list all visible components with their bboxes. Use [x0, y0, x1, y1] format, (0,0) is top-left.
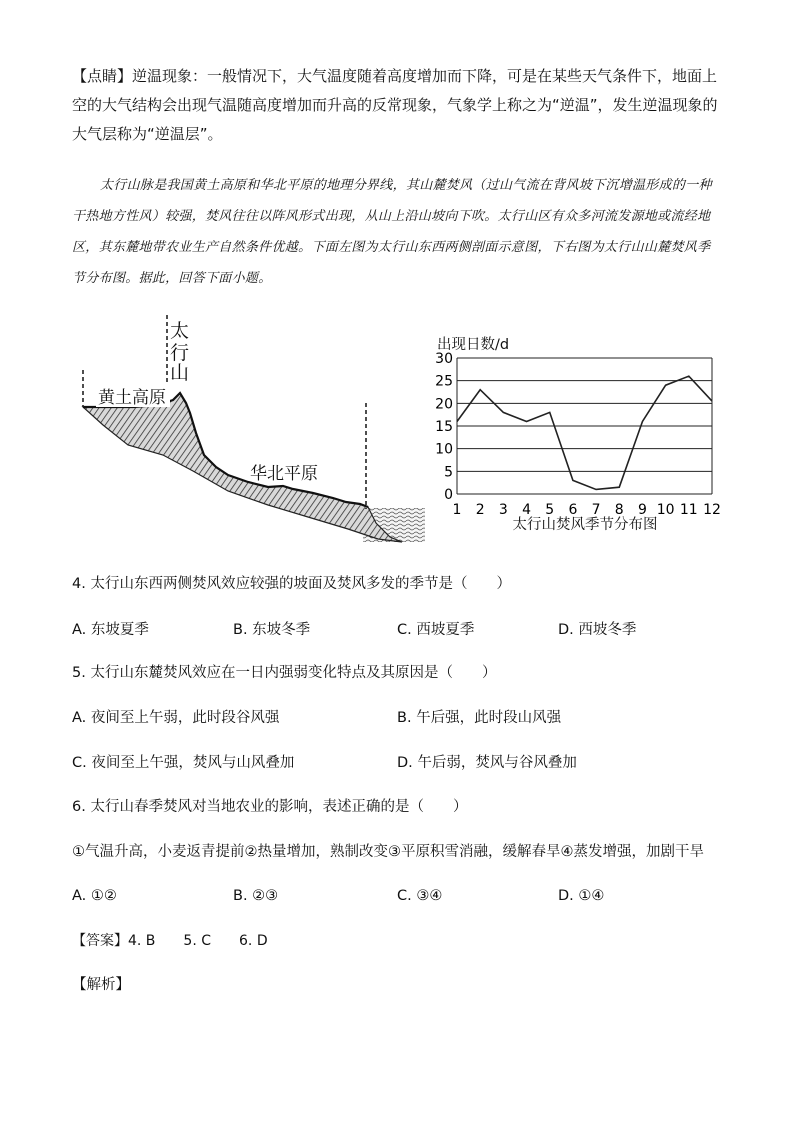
q4-option-c[interactable]: C. 西坡夏季 — [397, 622, 475, 638]
question-6-stem: 6. 太行山春季焚风对当地农业的影响，表述正确的是（ ） — [72, 799, 468, 815]
analysis-label: 【解析】 — [72, 977, 130, 993]
tip-label: 【点睛】 — [72, 67, 133, 85]
passage-text: 太行山脉是我国黄土高原和华北平原的地理分界线，其山麓焚风（过山气流在背风坡下沉增温形成的一种干热地方性风）较强，焚风往往以阵风形式出现，从山上沿山坡向下吹。太行山区有众多河流发源地或流经地区，其东麓地带农业生产自然条件优越。下面左图为太行山东西两侧剖面示意图，下右图为太行山山麓焚风季节分布图。据此，回答下面小题。 — [72, 178, 712, 286]
chart-y-ticks — [435, 351, 453, 503]
y-tick-label: 25 — [435, 373, 453, 390]
terrain-hatched-body — [83, 393, 402, 542]
answer-5: 5. C — [183, 933, 212, 949]
chart-grid — [457, 358, 712, 494]
y-tick-label: 20 — [435, 396, 453, 413]
q5-option-c[interactable]: C. 夜间至上午强，焚风与山风叠加 — [72, 755, 295, 771]
q4-option-d[interactable]: D. 西坡冬季 — [558, 622, 637, 638]
chart-ylabel: 出现日数/d — [437, 337, 510, 353]
q6-option-b[interactable]: B. ②③ — [233, 888, 279, 904]
y-tick-label: 30 — [435, 351, 453, 367]
answer-line — [72, 931, 268, 951]
x-tick-label: 7 — [591, 502, 601, 518]
q5-option-a[interactable]: A. 夜间至上午弱，此时段谷风强 — [72, 710, 280, 726]
chart-title: 太行山焚风季节分布图 — [512, 517, 658, 533]
x-tick-label: 6 — [568, 502, 578, 518]
q6-option-a[interactable]: A. ①② — [72, 888, 117, 904]
label-mountain-1: 太 — [170, 320, 190, 342]
q6-option-d[interactable]: D. ①④ — [558, 888, 605, 904]
x-tick-label: 8 — [614, 502, 624, 518]
label-mountain-3: 山 — [170, 362, 190, 384]
question-6-statements: ①气温升高，小麦返青提前②热量增加，熟制改变③平原积雪消融，缓解春旱④蒸发增强，加剧干旱 — [72, 844, 704, 860]
x-tick-label: 11 — [679, 502, 698, 518]
y-tick-label: 10 — [435, 441, 453, 458]
x-tick-label: 9 — [637, 502, 647, 518]
q4-option-b[interactable]: B. 东坡冬季 — [233, 622, 311, 638]
label-plain: 华北平原 — [250, 464, 318, 484]
question-5-stem: 5. 太行山东麓焚风效应在一日内强弱变化特点及其原因是（ ） — [72, 665, 497, 681]
series-line — [457, 376, 712, 489]
x-tick-label: 1 — [452, 502, 462, 518]
tip-text: 逆温现象：一般情况下，大气温度随着高度增加而下降，可是在某些天气条件下，地面上空的大气结构会出现气温随高度增加而升高的反常现象，气象学上称之为“逆温”，发生逆温现象的大气层称为“逆温层”。 — [72, 67, 718, 143]
question-4-stem: 4. 太行山东西两侧焚风效应较强的坡面及焚风多发的季节是（ ） — [72, 576, 511, 592]
cross-section-figure — [78, 315, 428, 547]
q5-option-b[interactable]: B. 午后强，此时段山风强 — [397, 710, 562, 726]
q5-option-d[interactable]: D. 午后弱，焚风与谷风叠加 — [397, 755, 577, 771]
label-mountain-2: 行 — [170, 342, 190, 364]
x-tick-label: 2 — [475, 502, 485, 518]
answer-label: 【答案】 — [72, 933, 128, 949]
x-tick-label: 5 — [545, 502, 555, 518]
tip-paragraph — [72, 62, 724, 149]
foehn-chart — [425, 330, 725, 540]
answer-4: 4. B — [128, 933, 156, 949]
x-tick-label: 4 — [522, 502, 532, 518]
x-tick-label: 12 — [703, 502, 721, 518]
y-tick-label: 5 — [444, 464, 453, 481]
x-tick-label: 10 — [656, 502, 675, 518]
q4-option-a[interactable]: A. 东坡夏季 — [72, 622, 149, 638]
chart-x-ticks — [453, 502, 721, 518]
answer-6: 6. D — [239, 933, 268, 949]
q6-option-c[interactable]: C. ③④ — [397, 888, 443, 904]
label-plateau: 黄土高原 — [98, 388, 166, 408]
y-tick-label: 15 — [435, 419, 453, 435]
y-tick-label: 0 — [444, 487, 453, 503]
x-tick-label: 3 — [498, 502, 508, 518]
